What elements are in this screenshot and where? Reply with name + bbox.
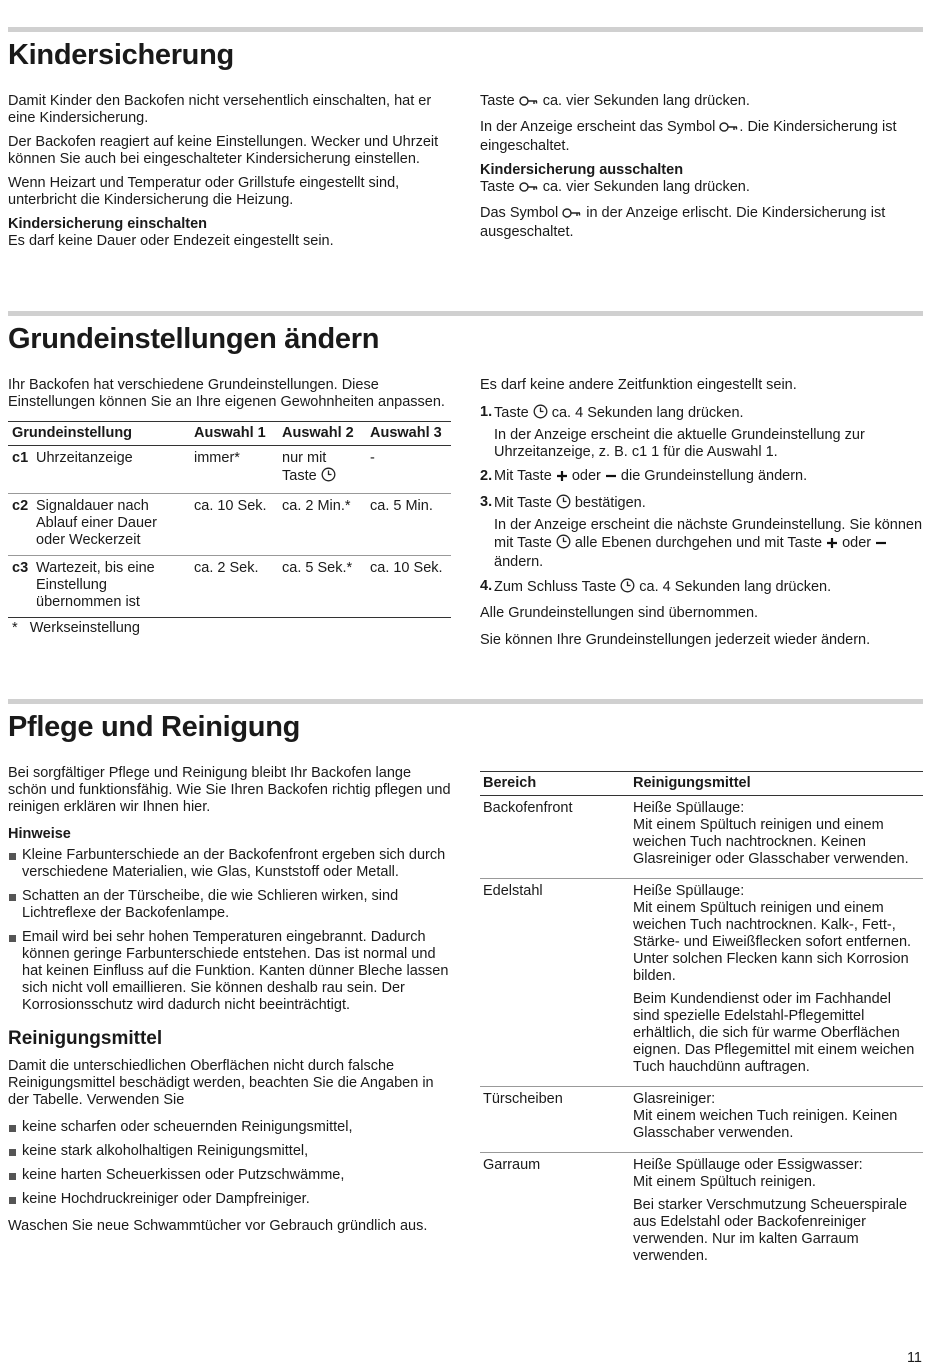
paragraph: Es darf keine andere Zeitfunktion eingestellt sein. [480, 377, 797, 393]
cell-paragraph: Bei starker Verschmutzung Scheuerspirale aus Edelstahl oder Backofenreiniger verwenden. Nur im kalten Garraum verwenden. [633, 1197, 908, 1264]
table-row [480, 796, 923, 879]
table-cell: ca. 5 Sek.* [278, 556, 366, 618]
table-footnote: * Werkseinstellung [12, 620, 140, 636]
section-kindersicherung [8, 27, 923, 287]
table-cell: ca. 2 Min.* [278, 494, 366, 556]
paragraph: Es darf keine Dauer oder Endezeit eingestellt sein. [8, 233, 334, 249]
list-item: keine harten Scheuerkissen oder Putzschwämme, [8, 1167, 453, 1184]
subheading-hinweise: Hinweise [8, 826, 71, 842]
key-lock-icon [562, 207, 582, 224]
list-item: keine scharfen oder scheuernden Reinigungsmittel, [8, 1119, 453, 1136]
minus-icon [875, 537, 887, 554]
table-cell: nur mit Taste [278, 446, 366, 494]
page-number: 11 [906, 1350, 922, 1366]
clock-icon [556, 494, 571, 514]
right-column [480, 377, 923, 656]
left-column [8, 765, 453, 1242]
section-grundeinstellungen [8, 311, 923, 681]
paragraph: Ihr Backofen hat verschiedene Grundeinstellungen. Diese Einstellungen können Sie an Ihre eigenen Gewohnheiten anpassen. [8, 377, 445, 410]
table-cell: ca. 5 Min. [366, 494, 451, 556]
settings-table [8, 421, 451, 618]
cell-paragraph: Beim Kundendienst oder im Fachhandel sind spezielle Edelstahl-Pflegemittel erhältlich, die sich für warme Oberflächen eignen. Das Pflegemittel mit einem weichen Tuch hauchdünn auftragen. [633, 991, 915, 1075]
table-header-row [8, 422, 451, 446]
table-row [8, 446, 451, 494]
plus-icon [826, 537, 838, 554]
table-header: Reinigungsmittel [630, 772, 923, 796]
list-item: Kleine Farbunterschiede an der Backofenfront ergeben sich durch verschiedene Materialien, wie Glas, Kunststoff oder Metall. [8, 847, 453, 881]
table-row [8, 494, 451, 556]
table-cell: - [366, 446, 451, 494]
cleaning-table [480, 771, 923, 1275]
table-cell: ca. 10 Sek. [366, 556, 451, 618]
cleaning-table-body [480, 796, 923, 1276]
section-title: Grundeinstellungen ändern [8, 323, 380, 355]
table-cell-area: Garraum [483, 1157, 541, 1173]
key-lock-icon [519, 95, 539, 112]
list-item: keine stark alkoholhaltigen Reinigungsmittel, [8, 1143, 453, 1160]
table-cell: c3 Wartezeit, bis eine Einstellung übernommen ist [8, 556, 190, 618]
table-header: Auswahl 2 [278, 422, 366, 446]
minus-icon [605, 470, 617, 487]
left-column [8, 377, 453, 637]
table-row [480, 879, 923, 1087]
list-item: Email wird bei sehr hohen Temperaturen eingebrannt. Dadurch können geringe Farbunterschiede entstehen. Das ist normal und hat keinen Einfluss auf die Funktion. Kanten dünner Bleche lassen sich nicht voll emaillieren. Sie können deshalb rau sein. Der Korrosionsschutz wird dadurch nicht beeinträchtigt. [8, 929, 453, 1014]
paragraph: Waschen Sie neue Schwammtücher vor Gebrauch gründlich aus. [8, 1218, 428, 1234]
paragraph: Damit die unterschiedlichen Oberflächen nicht durch falsche Reinigungsmittel beschädigt werden, beachten Sie die Angaben in der Tabelle. Verwenden Sie [8, 1058, 434, 1108]
paragraph: Das Symbol in der Anzeige erlischt. Die Kindersicherung ist ausgeschaltet. [480, 205, 886, 240]
table-row [480, 1087, 923, 1153]
table-row [480, 1153, 923, 1276]
plus-icon [556, 470, 568, 487]
table-header-row [480, 772, 923, 796]
paragraph: Sie können Ihre Grundeinstellungen jederzeit wieder ändern. [480, 632, 871, 648]
list-item: keine Hochdruckreiniger oder Dampfreiniger. [8, 1191, 453, 1208]
paragraph: Taste ca. vier Sekunden lang drücken. [480, 93, 923, 112]
table-cell-text [630, 879, 923, 1087]
list-item: Schatten an der Türscheibe, die wie Schlieren wirken, sind Lichtreflexe der Backofenlampe. [8, 888, 453, 922]
clock-icon [533, 404, 548, 424]
paragraph: Damit Kinder den Backofen nicht versehentlich einschalten, hat er eine Kindersicherung. [8, 93, 432, 126]
table-cell-text [630, 796, 923, 879]
section-divider [8, 311, 923, 316]
section-divider [8, 699, 923, 704]
clock-icon [321, 467, 336, 487]
clock-icon [556, 534, 571, 554]
key-lock-icon [719, 121, 739, 138]
left-column [8, 93, 453, 257]
section-pflege [8, 699, 923, 1339]
paragraph: Taste ca. vier Sekunden lang drücken. [480, 179, 923, 198]
subheading-reinigungsmittel: Reinigungsmittel [8, 1028, 163, 1049]
cell-paragraph: Glasreiniger: Mit einem weichen Tuch reinigen. Keinen Glasschaber verwenden. [633, 1091, 898, 1141]
table-cell: ca. 10 Sek. [190, 494, 278, 556]
section-title: Pflege und Reinigung [8, 711, 301, 743]
cell-paragraph: Heiße Spüllauge: Mit einem Spültuch reinigen und einem weichen Tuch nachtrocknen. Kalk-, Fett-, Stärke- und Eiweißflecken sofort entfernen. Unter solchen Flecken kann sich Korrosion bilden. [633, 883, 912, 984]
step-1: 1. Taste ca. 4 Sekunden lang drücken. In der Anzeige erscheint die aktuelle Grundeinstellung zur Uhrzeitanzeige, z. B. c1 1 für die Auswahl 1. [480, 404, 865, 460]
section-title: Kindersicherung [8, 39, 234, 71]
table-cell-text [630, 1087, 923, 1153]
step-3: 3. Mit Taste bestätigen. In der Anzeige erscheint die nächste Grundeinstellung. Sie können mit Taste alle Ebenen durchgehen und mit Taste oder ändern. [480, 494, 923, 570]
paragraph: Der Backofen reagiert auf keine Einstellungen. Wecker und Uhrzeit können Sie auch bei eingeschalteter Kindersicherung einstellen. [8, 134, 439, 167]
section-divider [8, 27, 923, 32]
paragraph: Wenn Heizart und Temperatur oder Grillstufe eingestellt sind, unterbricht die Kindersicherung die Heizung. [8, 175, 400, 208]
right-column [480, 93, 923, 248]
table-header: Auswahl 3 [366, 422, 451, 446]
table-cell-area: Backofenfront [480, 796, 630, 879]
table-cell-area: Edelstahl [480, 879, 630, 1087]
table-row [8, 556, 451, 618]
clock-icon [620, 578, 635, 598]
table-cell: c1 Uhrzeitanzeige [8, 446, 190, 494]
key-lock-icon [519, 181, 539, 198]
subheading-einschalten: Kindersicherung einschalten [8, 216, 208, 232]
table-cell-area: Türscheiben [480, 1087, 630, 1153]
paragraph: Alle Grundeinstellungen sind übernommen. [480, 605, 759, 621]
table-cell: immer* [190, 446, 278, 494]
step-2: 2. Mit Taste oder die Grundeinstellung ändern. [480, 468, 923, 487]
table-header: Bereich [480, 772, 630, 796]
table-header: Auswahl 1 [190, 422, 278, 446]
paragraph: Bei sorgfältiger Pflege und Reinigung bleibt Ihr Backofen lange schön und funktionsfähig. Wie Sie Ihren Backofen richtig pflegen und reinigen erklären wir Ihnen hier. [8, 765, 451, 815]
table-cell-text [630, 1153, 923, 1276]
cell-paragraph: Heiße Spüllauge oder Essigwasser: Mit einem Spültuch reinigen. [633, 1157, 863, 1190]
paragraph: In der Anzeige erscheint das Symbol . Die Kindersicherung ist eingeschaltet. [480, 119, 897, 154]
table-cell: c2 Signaldauer nach Ablauf einer Dauer oder Weckerzeit [8, 494, 190, 556]
table-header: Grundeinstellung [8, 422, 190, 446]
subheading-ausschalten: Kindersicherung ausschalten [480, 162, 684, 178]
table-cell: ca. 2 Sek. [190, 556, 278, 618]
cell-paragraph: Heiße Spüllauge: Mit einem Spültuch reinigen und einem weichen Tuch nachtrocknen. Keinen Glasreiniger oder Glasschaber verwenden. [633, 800, 909, 867]
right-column [480, 771, 923, 1275]
step-4: 4. Zum Schluss Taste ca. 4 Sekunden lang drücken. [480, 578, 923, 598]
